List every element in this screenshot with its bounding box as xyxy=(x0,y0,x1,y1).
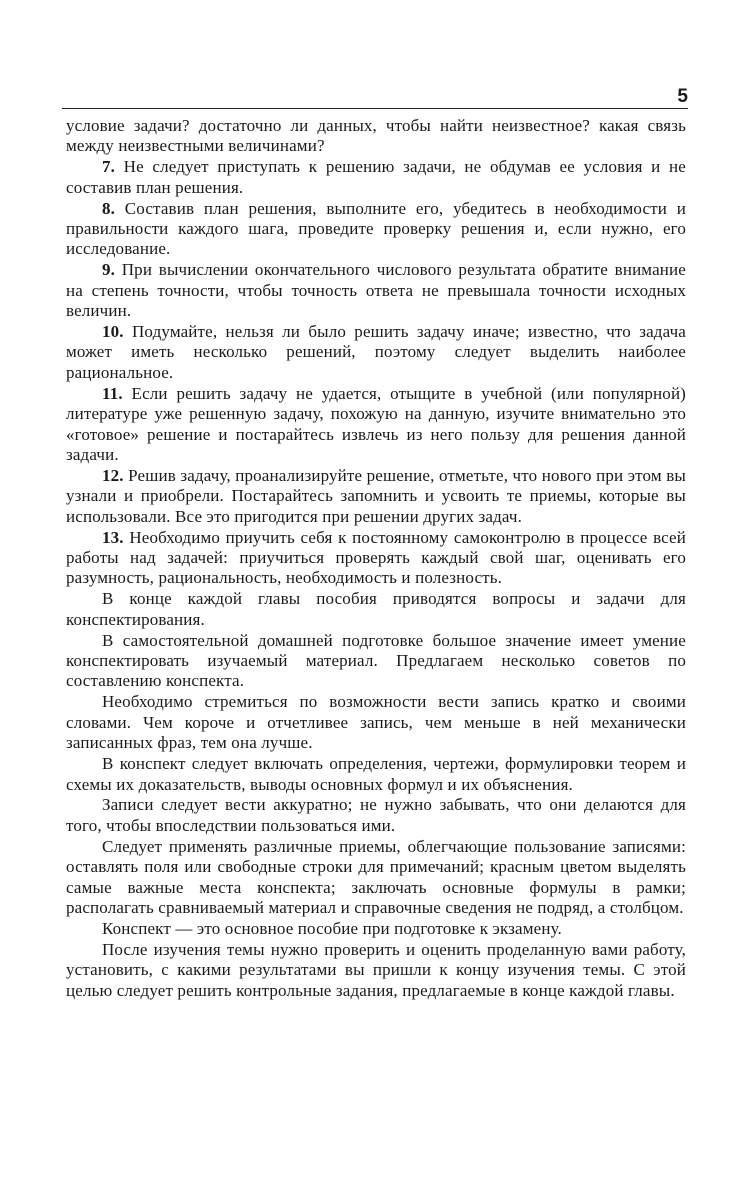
paragraph-item-7: 7. Не следует приступать к решению задачи, не обдумав ее условия и не составив план решения. xyxy=(66,157,686,197)
paragraph-item-12: 12. Решив задачу, проанализируйте решение, отметьте, что нового при этом вы узнали и приобрели. Постарайтесь запомнить и усвоить те приемы, которые вы использовали. Все это пригодится при решении других задач. xyxy=(66,465,686,526)
item-number: 13. xyxy=(102,527,124,547)
paragraph-item-13: 13. Необходимо приучить себя к постоянному самоконтролю в процессе всей работы над задачей: приучиться проверять каждый свой шаг, оценивать его разумность, рациональность, необходимость и полезность. xyxy=(66,527,686,588)
paragraph-item-10: 10. Подумайте, нельзя ли было решить задачу иначе; известно, что задача может иметь несколько решений, поэтому следует выделить наиболее рациональное. xyxy=(66,322,686,382)
item-number: 10. xyxy=(102,322,124,342)
item-number: 8. xyxy=(102,198,116,218)
paragraph: В конце каждой главы пособия приводятся вопросы и задачи для конспектирования. xyxy=(66,589,686,629)
page-number: 5 xyxy=(677,86,688,107)
paragraph: В конспект следует включать определения, чертежи, формулировки теорем и схемы их доказательств, выводы основных формул и их объяснения. xyxy=(66,754,686,794)
paragraph: Следует применять различные приемы, облегчающие пользование записями: оставлять поля или свободные строки для примечаний; красным цветом выделять самые важные места конспекта; заключать основные формулы в рамки; располагать сравниваемый материал и справочные сведения не подряд, а столбцом. xyxy=(66,836,686,917)
paragraph: Конспект — это основное пособие при подготовке к экзамену. xyxy=(102,918,562,938)
paragraph-item-8: 8. Составив план решения, выполните его, убедитесь в необходимости и правильности каждого шага, проведите проверку решения и, если нужно, его исследование. xyxy=(66,198,686,259)
item-number: 12. xyxy=(102,465,124,485)
item-number: 9. xyxy=(102,260,116,280)
paragraph-item-9: 9. При вычислении окончательного числового результата обратите внимание на степень точности, чтобы точность ответа не превышала точности исходных величин. xyxy=(66,260,686,321)
paragraph: В самостоятельной домашней подготовке большое значение имеет умение конспектировать изучаемый материал. Предлагаем несколько советов по составлению конспекта. xyxy=(66,630,686,691)
body-text xyxy=(66,116,686,1001)
paragraph: Необходимо стремиться по возможности вести запись кратко и своими словами. Чем короче и отчетливее запись, чем меньше в ней механически записанных фраз, тем она лучше. xyxy=(66,692,686,753)
header-rule xyxy=(62,108,688,109)
item-number: 7. xyxy=(102,157,116,177)
paragraph: Записи следует вести аккуратно; не нужно забывать, что они делаются для того, чтобы впоследствии пользоваться ими. xyxy=(66,795,686,835)
paragraph-continuation: условие задачи? достаточно ли данных, чтобы найти неизвестное? какая связь между неизвестными величинами? xyxy=(66,116,686,156)
paragraph-item-11: 11. Если решить задачу не удается, отыщите в учебной (или популярной) литературе уже решенную задачу, похожую на данную, изучите внимательно это «готовое» решение и постарайтесь извлечь из него пользу для решения данной задачи. xyxy=(66,383,686,464)
item-number: 11. xyxy=(102,383,123,403)
paragraph: После изучения темы нужно проверить и оценить проделанную вами работу, установить, с какими результатами вы пришли к концу изучения темы. С этой целью следует решить контрольные задания, предлагаемые в конце каждой главы. xyxy=(66,939,686,1000)
